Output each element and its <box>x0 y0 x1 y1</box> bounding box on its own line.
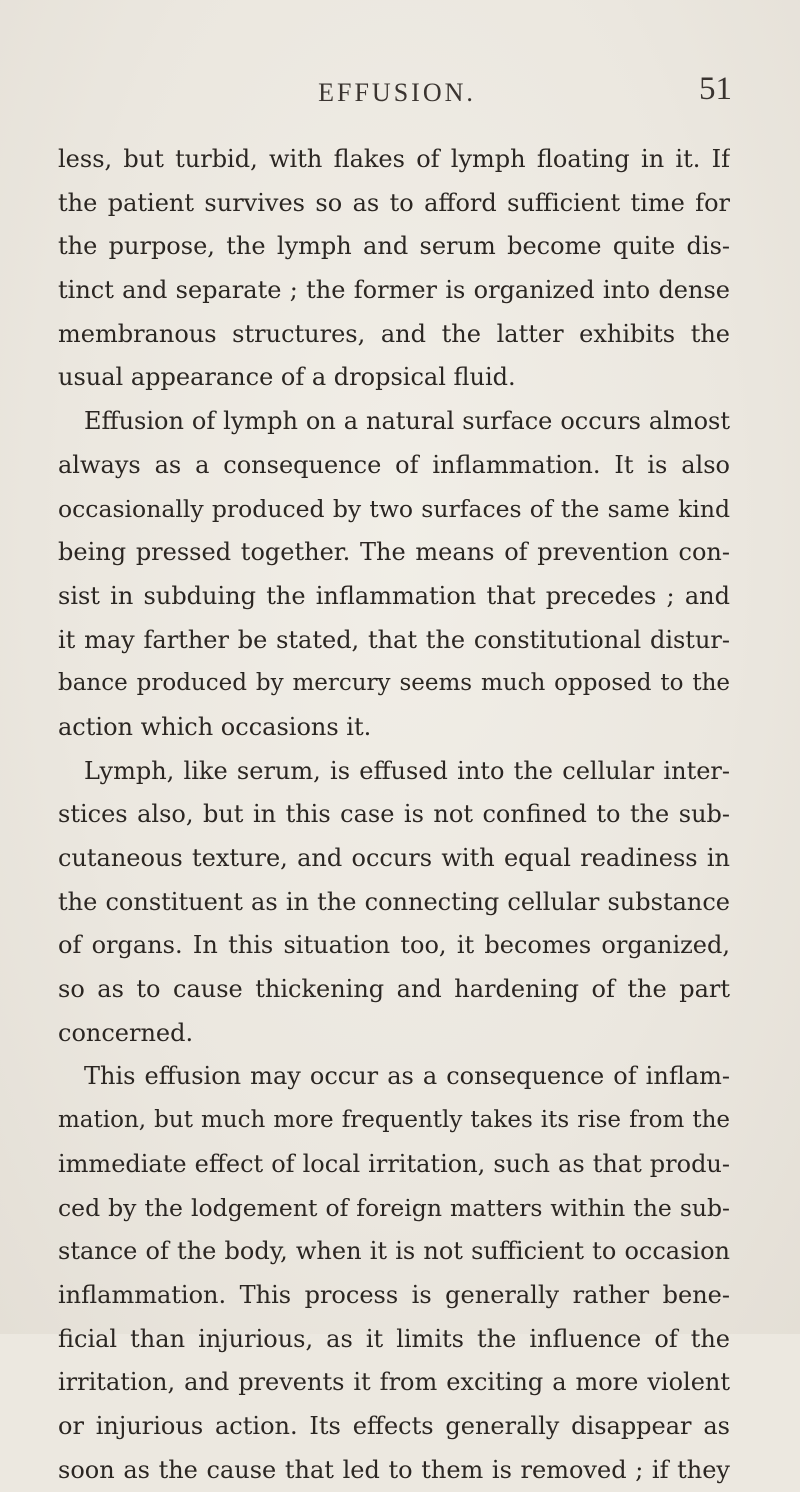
paragraph-start-line: This effusion may occur as a consequence of inflam- <box>84 1062 730 1091</box>
text-line: action which occasions it. <box>58 712 372 741</box>
text-line: the constituent as in the connecting cellular substance <box>58 887 730 916</box>
text-line: irritation, and prevents it from exciting a more violent <box>58 1368 730 1397</box>
text-line: stance of the body, when it is not sufficient to occasion <box>58 1237 730 1266</box>
text-line: cutaneous texture, and occurs with equal readiness in <box>58 844 730 872</box>
text-line: it may farther be stated, that the constitutional distur- <box>58 625 730 654</box>
text-line: soon as the cause that led to them is removed ; if they <box>58 1455 730 1484</box>
text-line: of organs. In this situation too, it becomes organized, <box>58 931 730 960</box>
text-line: membranous structures, and the latter exhibits the <box>58 319 730 348</box>
running-head: EFFUSION. <box>318 78 476 107</box>
text-line: mation, but much more frequently takes its rise from the <box>58 1107 730 1134</box>
text-line: sist in subduing the inflammation that precedes ; and <box>58 581 730 610</box>
page-number: 51 <box>699 71 732 107</box>
text-line: stices also, but in this case is not confined to the sub- <box>58 800 730 829</box>
text-line: the patient survives so as to afford sufficient time for <box>58 188 730 217</box>
text-line: usual appearance of a dropsical fluid. <box>58 363 516 392</box>
text-line: ced by the lodgement of foreign matters within the sub- <box>58 1193 730 1222</box>
text-line: the purpose, the lymph and serum become quite dis- <box>58 232 730 261</box>
text-line: tinct and separate ; the former is organized into dense <box>58 276 730 305</box>
paragraph-start-line: Lymph, like serum, is effused into the cellular inter- <box>84 756 730 785</box>
text-line: occasionally produced by two surfaces of the same kind <box>58 494 730 523</box>
text-line: always as a consequence of inflammation. It is also <box>58 450 730 479</box>
text-line: or injurious action. Its effects generally disappear as <box>58 1411 730 1440</box>
paragraph-start-line: Effusion of lymph on a natural surface occurs almost <box>84 407 730 436</box>
text-line: immediate effect of local irritation, such as that produ- <box>58 1149 730 1178</box>
text-line: inflammation. This process is generally rather bene- <box>58 1280 730 1309</box>
text-line: less, but turbid, with flakes of lymph floating in it. If <box>58 145 730 173</box>
text-line: ficial than injurious, as it limits the influence of the <box>58 1324 730 1353</box>
text-line: bance produced by mercury seems much opposed to the <box>58 670 730 697</box>
text-line: concerned. <box>58 1018 194 1047</box>
text-line: so as to cause thickening and hardening of the part <box>58 975 730 1004</box>
text-line: being pressed together. The means of prevention con- <box>58 538 730 567</box>
body-text <box>58 138 730 1492</box>
